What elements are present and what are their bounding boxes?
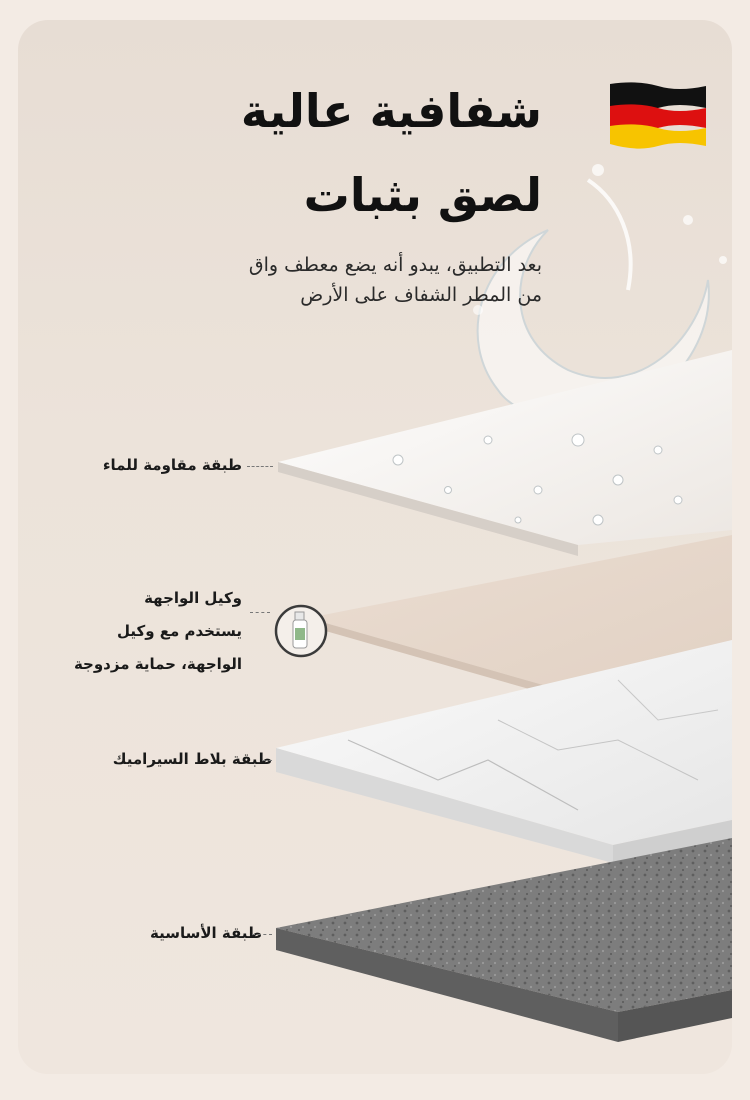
headline-line-2: لصق بثبات	[303, 168, 542, 222]
base-layer-label: طبقة الأساسية	[149, 924, 262, 942]
water-layer-leader-line	[247, 466, 273, 467]
agent-layer-leader-line	[250, 612, 270, 613]
interface-agent-label-line-3: الواجهة، حماية مزدوجة	[73, 655, 242, 673]
interface-agent-label-line-1: وكيل الواجهة	[144, 589, 242, 607]
headline-line-1: شفافية عالية	[240, 84, 542, 138]
interface-agent-label-line-2: يستخدم مع وكيل	[116, 622, 242, 640]
description-text: بعد التطبيق، يبدو أنه يضع معطف واق من المطر الشفاف على الأرض	[248, 254, 542, 307]
product-card	[18, 20, 732, 1074]
layers-illustration	[18, 20, 732, 1074]
base-layer-leader-line	[252, 934, 272, 935]
tile-layer-leader-line	[262, 760, 272, 761]
water-resistant-layer-label: طبقة مقاومة للماء	[102, 456, 242, 474]
water-resistant-layer	[278, 350, 732, 556]
spray-bottle-icon	[274, 604, 328, 658]
ceramic-tile-layer-label: طبقة بلاط السيراميك	[112, 750, 272, 768]
interface-agent-layer-label	[74, 582, 242, 681]
base-layer	[276, 838, 732, 1042]
